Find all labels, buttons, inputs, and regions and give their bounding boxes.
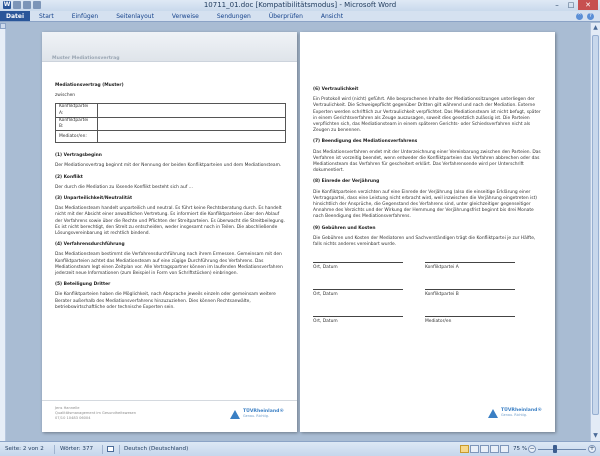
party-b-label: Konfliktpartei B: <box>56 117 98 130</box>
logo-name: TÜVRheinland® <box>500 408 542 413</box>
section-text: Der Mediationsvertrag beginnt mit der Nennung der beiden Konfliktparteien und dem Mediationsteam. <box>55 163 282 169</box>
tab-einfuegen[interactable]: Einfügen <box>71 13 99 20</box>
scroll-up-icon[interactable]: ▲ <box>593 24 598 31</box>
zoom-slider-track[interactable] <box>538 449 586 450</box>
tuv-logo <box>230 409 284 419</box>
vertical-ruler <box>0 23 6 441</box>
section-heading: (8) Einrede der Verjährung <box>313 179 380 185</box>
ribbon-tabs <box>0 11 600 22</box>
page-count[interactable]: Seite: 2 von 2 <box>5 446 44 452</box>
language-status[interactable]: Deutsch (Deutschland) <box>124 446 189 452</box>
window-controls <box>550 0 598 10</box>
mediator-label: Mediator/en: <box>56 131 98 143</box>
section-heading: (4) Verfahrensdurchführung <box>55 242 125 248</box>
window-title: 10711_01.doc [Kompatibilitätsmodus] - Microsoft Word <box>203 1 397 9</box>
signature-row <box>313 316 545 343</box>
print-layout-icon[interactable] <box>460 445 469 453</box>
status-divider <box>119 445 120 454</box>
tuv-triangle-icon <box>488 409 498 418</box>
maximize-button[interactable]: □ <box>567 1 575 9</box>
signature-row <box>313 262 545 289</box>
web-layout-icon[interactable] <box>480 445 489 453</box>
logo-name: TÜVRheinland® <box>242 409 284 414</box>
section-text: Das Mediationsverfahren endet mit der Unterzeichnung einer Vereinbarung zwischen den Parteien. Das Verfahren ist vorzeitig beendet, wenn entweder die Konfliktparteien das Verfahren abbrechen oder das Mediationsteam das Verfahren für gescheitert erklärt. Das Verfahrensende wird per Unterschrift dokumentiert. <box>313 149 541 174</box>
logo-text <box>501 408 542 418</box>
word-app-icon[interactable]: W <box>3 1 11 8</box>
logo-tagline: Genau. Richtig. <box>500 413 528 417</box>
section-heading: (6) Vertraulichkeit <box>313 87 359 92</box>
section-text: Das Mediationsteam handelt unparteilich und neutral. Es führt keine Rechtsberatung durch. Es handelt nicht mit der Absicht einer anwaltlichen Vertretung. Es informiert die Konfliktparteien über den Ablauf der Verfahrens sowie über die Rechte und Pflichten der Streitparteien. Es überwacht die Streitbeilegung. Es ist nicht berechtigt, den Streit zu entscheiden, weder insgesamt noch in Teilen. Die abschließende Lösungsvereinbarung ist rechtlich bindend. <box>55 206 285 237</box>
tab-datei[interactable]: Datei <box>0 11 30 21</box>
page-2-content <box>313 87 545 343</box>
scroll-thumb[interactable] <box>592 35 599 415</box>
table-row <box>56 117 286 130</box>
page-1-content <box>55 83 287 316</box>
document-page-2[interactable] <box>300 32 555 432</box>
scroll-down-icon[interactable]: ▼ <box>593 432 598 439</box>
help-icon[interactable]: ? <box>587 13 594 20</box>
minimize-ribbon-icon[interactable]: ^ <box>577 12 582 19</box>
status-bar <box>0 441 600 456</box>
minimize-button[interactable]: – <box>555 1 559 9</box>
tab-seitenlayout[interactable]: Seitenlayout <box>116 13 154 20</box>
outline-view-icon[interactable] <box>490 445 499 453</box>
status-divider <box>54 445 55 454</box>
section-text: Die Konfliktparteien verzichten auf eine Einrede der Verjährung (also die einseitige Erklärung einer Vertragspartei, dass eine Leistung nicht erbracht wird, weil inzwischen die Verjährung eingetreten ist) hinsichtlich der Ansprüche, die Gegenstand des Verfahrens sind, unter gleichzeitiger gegenseitiger Annahme des Verzichts und der Wirkung der Hemmung der Verjährungsfrist beginnt bis drei Monate nach Beendigung des Mediationsverfahrens. <box>313 189 538 220</box>
party-b-field[interactable] <box>98 117 286 130</box>
page-footer <box>42 400 297 432</box>
draft-view-icon[interactable] <box>500 445 509 453</box>
section-text: Ein Protokoll wird (nicht) geführt. Alle besprochenen Inhalte der Mediationssitzungen unterliegen der Vertraulichkeit. Die Schweigepflicht gegenüber Dritten gilt während und nach der Mediation. Externe Experten werden schriftlich zur Vertraulichkeit verpflichtet. Das Mediationsteam ist nicht befugt, später in einem Gerichtsverfahren als Zeuge auszusagen, soweit dies gesetzlich zulässig ist. Die Parteien verpflichten sich, das Mediationsteam in einem späteren Gerichts- oder Schiedsverfahren nicht als Zeugen zu benennen. <box>313 97 541 134</box>
tuv-triangle-icon <box>230 410 240 419</box>
close-button[interactable]: ✕ <box>578 0 598 10</box>
signature-place-date: Ort, Datum <box>313 289 403 298</box>
title-bar <box>0 0 600 11</box>
footer-line: Qualitätsmanagement im Gesundheitswesen <box>55 410 137 415</box>
full-screen-reading-icon[interactable] <box>470 445 479 453</box>
page-footer <box>300 400 555 432</box>
signature-party-a: Konfliktpartei A <box>425 262 515 271</box>
zoom-level[interactable]: 75 % <box>513 446 528 452</box>
document-title: Mediationsvertrag (Muster) <box>55 83 124 88</box>
tab-ueberpruefen[interactable]: Überprüfen <box>268 13 303 20</box>
section-heading: (2) Konflikt <box>55 174 83 180</box>
section-text: Das Mediationsteam bestimmt die Verfahrensdurchführung nach ihrem Ermessen. Gemeinsam mit den Konfliktparteien achtet das Mediationsteam auf eine zügige Durchführung des Verfahrens. Das Mediationsteam legt einen Zeitplan vor. Alle Vertragspartner können im laufenden Mediationsverfahren jederzeit neue Informationen (zum Beispiel in Form von Schriftstücken) einbringen. <box>55 252 283 277</box>
word-count[interactable]: Wörter: 377 <box>60 446 94 452</box>
proofing-icon[interactable] <box>107 446 114 452</box>
section-text: Die Konfliktparteien haben die Möglichkeit, nach Absprache jeweils einzeln oder gemeinsam weitere Berater außerhalb des Mediationsverfahrens hinzuzuziehen. Dies können Rechtsanwälte, betriebswirtschaftliche oder technische Experten sein. <box>55 292 276 310</box>
signature-place-date: Ort, Datum <box>313 262 403 271</box>
ruler-toggle-button[interactable] <box>0 23 6 29</box>
zoom-in-button[interactable]: + <box>589 445 595 452</box>
section-text: Der durch die Mediation zu lösende Konflikt besteht sich auf ... <box>55 184 193 190</box>
header-text: Muster Mediationsvertrag <box>52 56 120 61</box>
tab-ansicht[interactable]: Ansicht <box>320 13 344 20</box>
logo-tagline: Genau. Richtig. <box>242 414 270 418</box>
signature-mediator: Mediator/en <box>425 316 515 325</box>
document-page-1[interactable] <box>42 32 297 432</box>
footer-line: Jens Hannelle <box>55 406 80 410</box>
table-row <box>56 131 286 143</box>
party-a-label: Konfliktpartei A: <box>56 104 98 117</box>
page-header <box>42 32 297 62</box>
footer-text <box>55 406 136 420</box>
section-heading: (7) Beendigung des Mediationsverfahrens <box>313 139 418 145</box>
footer-line: 07/10 10483 06004 <box>55 415 91 420</box>
mediator-field[interactable] <box>98 131 286 143</box>
section-text: Die Gebühren und Kosten der Mediatoren und Sachverständigen trägt die Konfliktpartei je zur Hälfte, falls nichts anderes vereinbart wurde. <box>313 235 536 248</box>
between-label: zwischen <box>55 93 76 99</box>
vertical-scrollbar[interactable] <box>590 23 600 441</box>
status-divider <box>102 445 103 454</box>
zoom-out-button[interactable]: − <box>529 445 535 452</box>
section-heading: (5) Beteiligung Dritter <box>55 282 111 288</box>
signature-party-b: Konfliktpartei B <box>425 289 515 298</box>
signature-row <box>313 289 545 316</box>
party-a-field[interactable] <box>98 104 286 117</box>
section-heading: (1) Vertragsbeginn <box>55 153 102 159</box>
table-row <box>56 104 286 117</box>
section-heading: (9) Gebühren und Kosten <box>313 225 376 231</box>
ribbon-help-area <box>576 11 600 21</box>
logo-text <box>243 409 284 419</box>
section-heading: (3) Unparteilichkeit/Neutralität <box>55 196 133 202</box>
zoom-slider-thumb[interactable] <box>553 445 557 453</box>
tab-sendungen[interactable]: Sendungen <box>216 13 251 20</box>
party-table[interactable] <box>55 103 286 143</box>
tab-verweise[interactable]: Verweise <box>171 13 199 20</box>
signature-place-date: Ort, Datum <box>313 316 403 325</box>
tab-start[interactable]: Start <box>39 13 54 20</box>
tuv-logo <box>488 408 542 418</box>
view-buttons <box>460 445 509 453</box>
